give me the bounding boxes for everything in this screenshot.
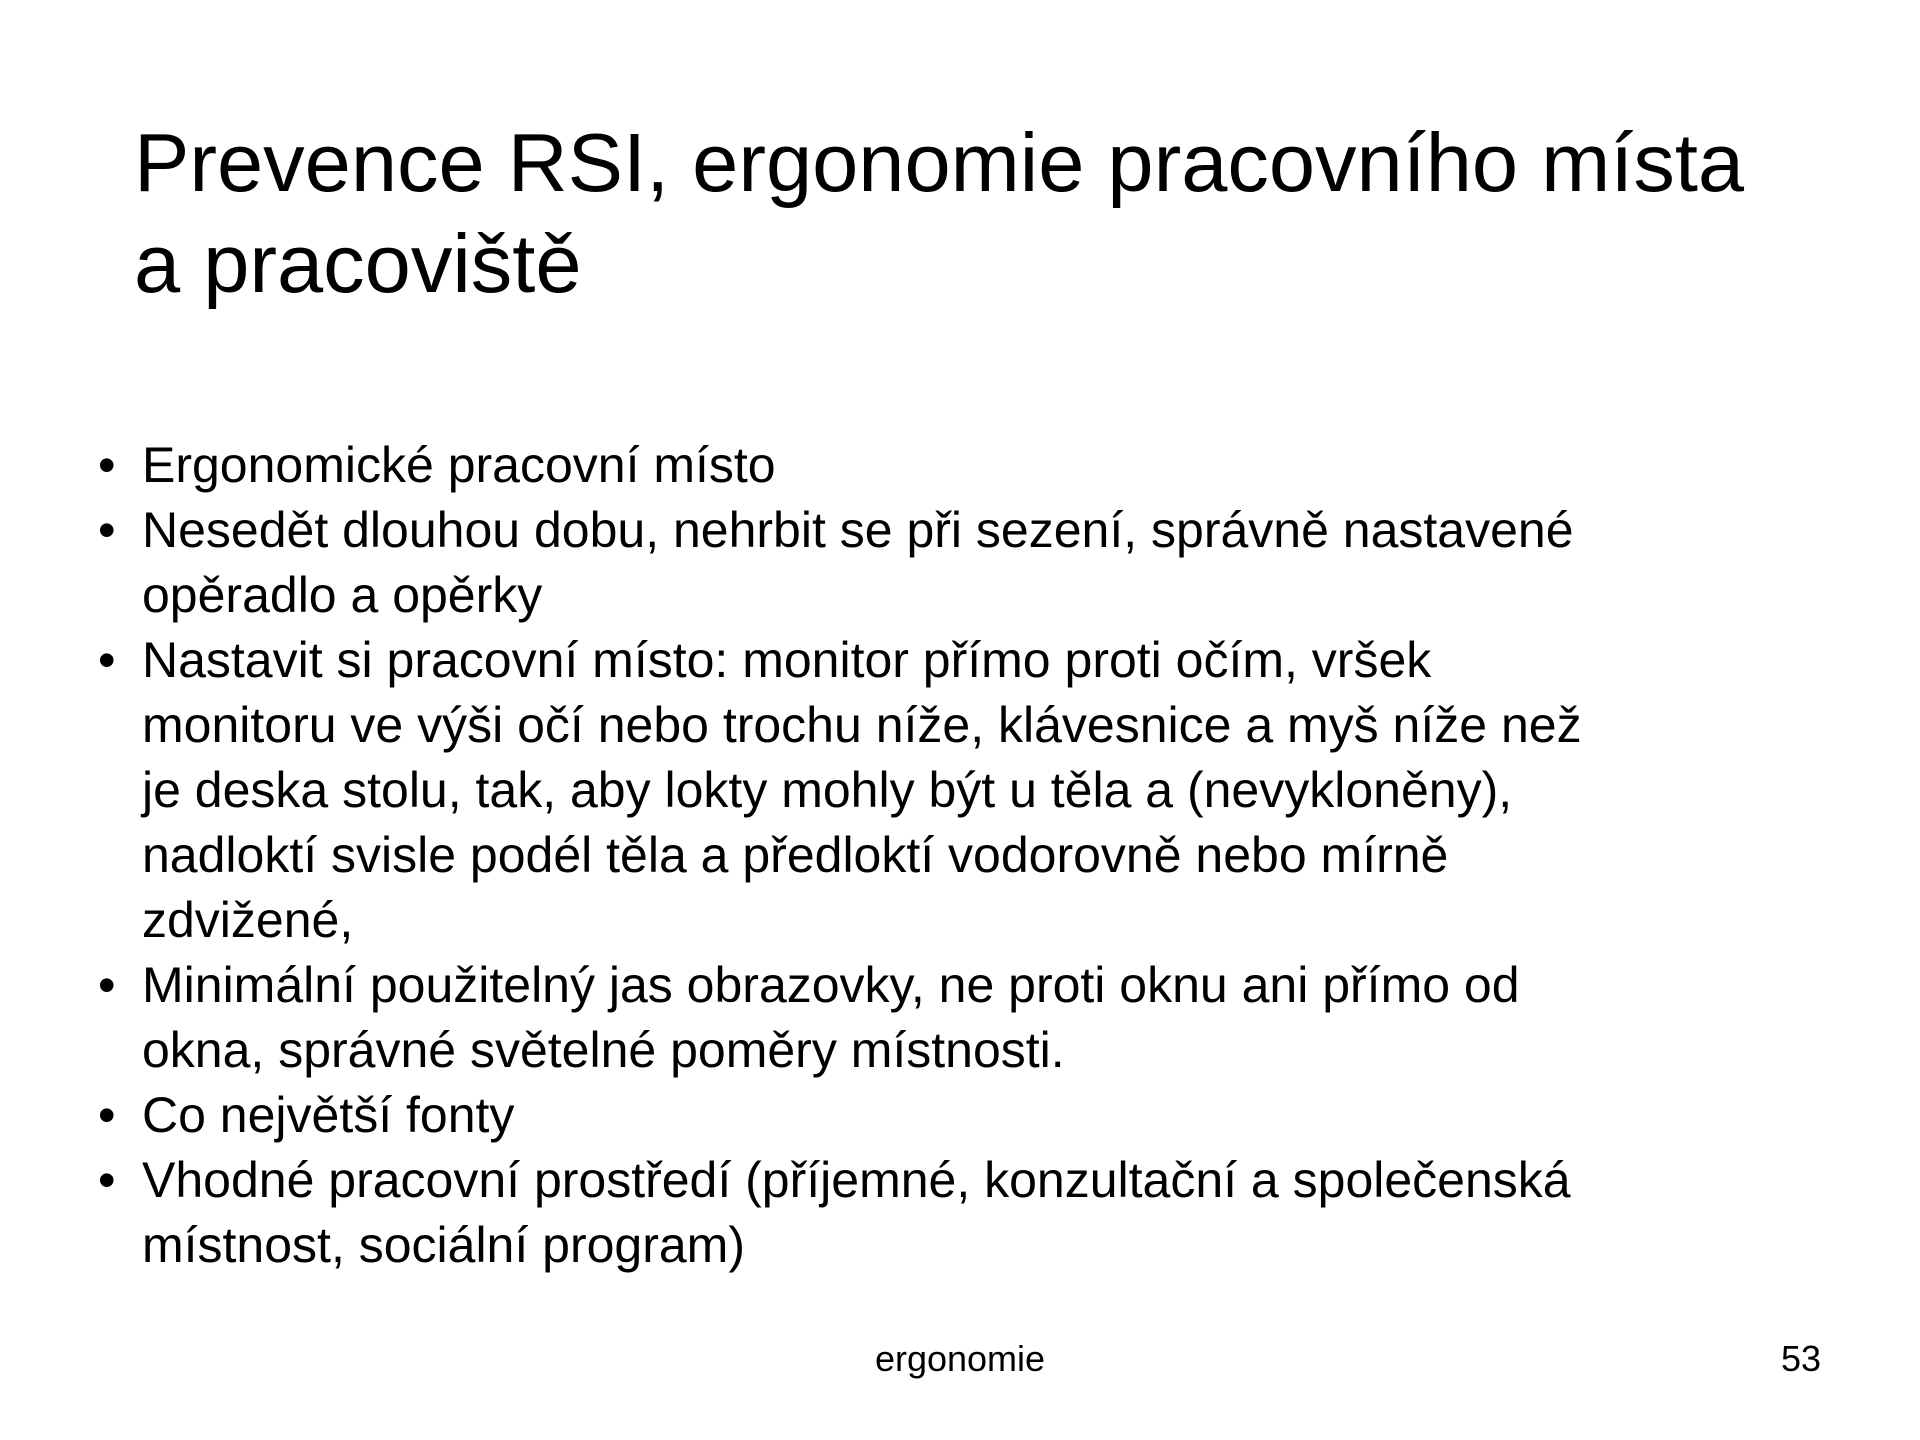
- bullet-dot-icon: •: [98, 437, 116, 493]
- bullet-item: [0, 628, 1742, 953]
- bullet-dot-icon: •: [98, 1152, 116, 1208]
- bullet-text: Ergonomické pracovní místo: [142, 437, 776, 493]
- bullet-dot-icon: •: [98, 1087, 116, 1143]
- bullet-item: [0, 498, 1742, 628]
- bullet-text: Nesedět dlouhou dobu, nehrbit se při sezení, správně nastavené opěradlo a opěrky: [142, 502, 1574, 623]
- bullet-item: [0, 1148, 1742, 1278]
- bullet-item: [0, 953, 1742, 1083]
- bullet-dot-icon: •: [98, 502, 116, 558]
- bullet-text: Minimální použitelný jas obrazovky, ne proti oknu ani přímo od okna, správné světelné poměry místnosti.: [142, 957, 1520, 1078]
- bullet-item: [0, 433, 1742, 498]
- bullet-list: [0, 433, 1920, 1278]
- page-number: 53: [1780, 1338, 1821, 1379]
- bullet-item: [0, 1083, 1742, 1148]
- bullet-text: Vhodné pracovní prostředí (příjemné, konzultační a společenská místnost, sociální program): [142, 1152, 1571, 1273]
- bullet-text: Nastavit si pracovní místo: monitor přímo proti očím, vršek monitoru ve výši očí nebo trochu níže, klávesnice a myš níže než je deska stolu, tak, aby lokty mohly být u těla a (nevykloněny), nadloktí svisle podél těla a předloktí vodorovně nebo mírně zdvižené,: [142, 632, 1582, 948]
- bullet-text: Co největší fonty: [142, 1087, 515, 1143]
- bullet-dot-icon: •: [98, 632, 116, 688]
- slide-title: Prevence RSI, ergonomie pracovního místa a pracoviště: [134, 116, 1745, 310]
- bullet-dot-icon: •: [98, 957, 116, 1013]
- footer-label: ergonomie: [874, 1338, 1046, 1379]
